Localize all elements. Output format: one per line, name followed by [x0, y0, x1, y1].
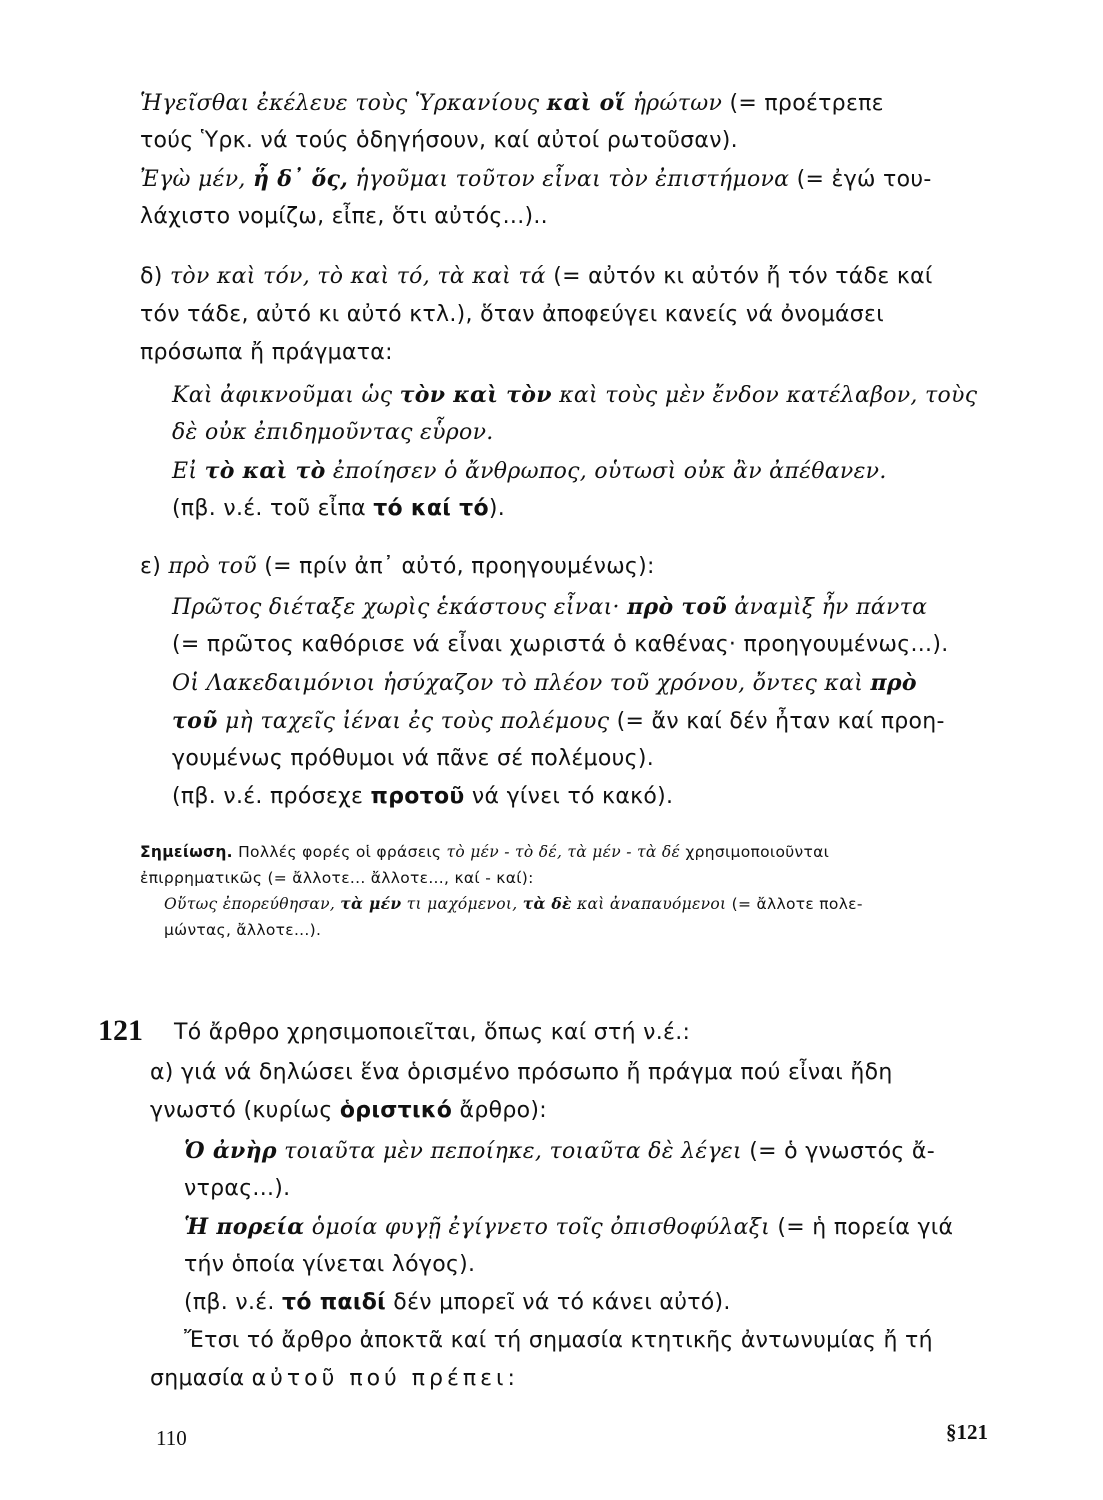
text-line — [172, 630, 949, 660]
text-run: ἐποίησεν ὁ ἄνθρωπος, οὑτωσὶ οὐκ ἂν ἀπέθανεν. — [325, 459, 887, 484]
text-line — [140, 338, 393, 368]
text-run: (= αὐτόν κι αὐτόν ἤ τόν τάδε καί — [545, 264, 933, 289]
text-run: Σημείωση. — [140, 843, 233, 861]
text-run: λάχιστο νομίζω, εἶπε, ὅτι αὐτός...).. — [140, 204, 548, 229]
text-run: τὸν καὶ τόν, τὸ καὶ τό, τὰ καὶ τά — [169, 264, 546, 289]
page-number: 110 — [156, 1426, 187, 1450]
text-run: καὶ τοὺς μὲν ἔνδον κατέλαβον, τοὺς — [551, 383, 978, 408]
text-run: α) γιά νά δηλώσει ἕνα ὁρισμένο πρόσωπο ἤ πράγμα πού εἶναι ἤδη — [150, 1060, 893, 1085]
text-run: τὸ μέν - τὸ δέ, τὰ μέν - τὰ δέ — [446, 843, 681, 861]
text-run: ἡγοῦμαι τοῦτον εἶναι τὸν ἐπιστήμονα — [348, 167, 797, 192]
text-run: Ὁ ἀνὴρ — [184, 1138, 277, 1164]
text-run: (= ἄν καί δέν ἦταν καί προη- — [616, 709, 945, 734]
text-line — [184, 1212, 953, 1243]
text-run: ὁριστικό — [339, 1098, 453, 1123]
text-line — [140, 202, 548, 232]
text-run: προτοῦ — [370, 784, 465, 809]
section-number: 121 — [98, 1014, 143, 1047]
note-line — [140, 840, 829, 864]
text-run: τοιαῦτα μὲν πεποίηκε, τοιαῦτα δὲ λέγει — [276, 1139, 750, 1164]
text-run: τοῦ — [172, 708, 218, 734]
text-run: τὰ μέν — [340, 894, 402, 913]
text-run: δ) — [140, 264, 170, 289]
text-line — [172, 456, 887, 487]
text-line — [150, 1096, 547, 1126]
text-run: (πβ. ν.έ. πρόσεχε — [172, 784, 371, 809]
text-run: Καὶ ἀφικνοῦμαι ὡς — [172, 383, 400, 408]
text-line — [172, 494, 505, 524]
text-run: ε) — [140, 554, 169, 579]
text-run: Πολλές φορές οἱ φράσεις — [232, 843, 447, 861]
text-run: τόν τάδε, αὐτό κι αὐτό κτλ.), ὅταν ἀποφεύγει κανείς νά ὀνομάσει — [140, 302, 884, 327]
text-run: γνωστό (κυρίως — [150, 1098, 340, 1123]
text-line — [184, 1288, 731, 1318]
section-reference: §121 — [946, 1420, 988, 1444]
text-run: Ἔτσι τό ἄρθρο ἀποκτᾶ καί τή σημασία κτητικῆς ἀντωνυμίας ἤ τή — [184, 1328, 933, 1353]
text-run: νά γίνει τό κακό). — [464, 784, 674, 809]
text-line — [184, 1326, 933, 1356]
text-run: Ἡ πορεία — [184, 1214, 305, 1240]
text-run: Τό ἄρθρο χρησιμοποιεῖται, ὅπως καί στή ν.έ.: — [174, 1020, 691, 1045]
note-line — [164, 892, 863, 916]
text-run: καὶ οἵ — [546, 90, 626, 116]
text-run: ἀναμὶξ ἦν πάντα — [727, 595, 928, 620]
text-run: ἦ δ᾽ ὅς, — [253, 166, 349, 192]
text-run: Οἱ Λακεδαιμόνιοι ἡσύχαζον τὸ πλέον τοῦ χρόνου, ὄντες καὶ — [172, 671, 871, 696]
text-line — [172, 380, 977, 411]
text-line — [172, 782, 673, 812]
text-line — [140, 552, 655, 582]
text-run: Εἰ — [172, 459, 205, 484]
text-run: ντρας...). — [184, 1176, 291, 1201]
text-line — [174, 1018, 690, 1048]
text-line — [140, 126, 738, 156]
text-run: τὰ δὲ — [522, 894, 572, 913]
text-run: τὸ καὶ τὸ — [204, 458, 326, 484]
text-line — [184, 1136, 935, 1167]
text-run: τούς Ὑρκ. νά τούς ὁδηγήσουν, καί αὐτοί ρωτοῦσαν). — [140, 128, 738, 153]
text-run: τήν ὁποία γίνεται λόγος). — [184, 1252, 476, 1277]
text-run: (= πρῶτος καθόρισε νά εἶναι χωριστά ὁ καθένας· προηγουμένως...). — [172, 632, 949, 657]
text-run: (= πρίν ἀπ᾽ αὐτό, προηγουμένως): — [256, 554, 655, 579]
text-run: πρὸ — [870, 670, 917, 696]
text-line — [184, 1174, 290, 1204]
text-run: πρὸ τοῦ — [627, 594, 728, 620]
text-run: δέν μπορεῖ νά τό κάνει αὐτό). — [386, 1290, 731, 1315]
text-line — [172, 418, 494, 448]
text-run: Πρῶτος διέταξε χωρὶς ἑκάστους εἶναι· — [172, 595, 628, 620]
text-run: τό παιδί — [282, 1290, 387, 1315]
text-run: Ἐγὼ μέν, — [140, 167, 254, 192]
note-line — [164, 918, 321, 942]
note-line — [140, 866, 534, 890]
text-run: καὶ ἀναπαυόμενοι — [571, 895, 732, 913]
text-run: τὸν καὶ τὸν — [399, 382, 552, 408]
text-run: δὲ οὐκ ἐπιδημοῦντας εὗρον. — [172, 420, 494, 445]
text-line — [172, 668, 917, 699]
text-run: τό καί τό — [373, 496, 489, 521]
text-line — [140, 164, 932, 195]
text-run: πρὸ τοῦ — [168, 554, 257, 579]
text-run: ὁμοία φυγῇ ἐγίγνετο τοῖς ὀπισθοφύλαξι — [304, 1215, 778, 1240]
text-line — [172, 592, 927, 623]
text-run: γουμένως πρόθυμοι νά πᾶνε σέ πολέμους). — [172, 746, 654, 771]
text-run: ἄρθρο): — [452, 1098, 547, 1123]
text-run: πρόσωπα ἤ πράγματα: — [140, 340, 393, 365]
text-run: (= προέτρεπε — [729, 91, 884, 116]
text-run: χρησιμοποιοῦνται — [680, 843, 830, 861]
text-run: αὐτοῦ πού πρέπει: — [251, 1366, 519, 1391]
text-line — [140, 300, 884, 330]
text-line — [172, 706, 945, 737]
text-run: ἡρώτων — [625, 91, 730, 116]
text-line — [172, 744, 654, 774]
text-run: τι μαχόμενοι, — [401, 895, 523, 913]
text-run: (= ἡ πορεία γιά — [777, 1215, 954, 1240]
text-line — [184, 1250, 475, 1280]
text-line — [150, 1058, 893, 1088]
text-run: Οὕτως ἐπορεύθησαν, — [164, 895, 341, 913]
text-run: (πβ. ν.έ. τοῦ εἶπα — [172, 496, 374, 521]
text-run: (= ἐγώ του- — [796, 167, 932, 192]
text-run: ). — [488, 496, 506, 521]
text-run: (= ἄλλοτε πολε- — [731, 895, 863, 913]
text-line — [140, 88, 884, 119]
text-run: μὴ ταχεῖς ἰέναι ἐς τοὺς πολέμους — [217, 709, 617, 734]
text-run: ἐπιρρηματικῶς (= ἄλλοτε... ἄλλοτε..., καί - καί): — [140, 869, 534, 887]
text-run: μώντας, ἄλλοτε...). — [164, 921, 322, 939]
text-run: (= ὁ γνωστός ἄ- — [749, 1139, 935, 1164]
text-run: σημασία — [150, 1366, 252, 1391]
text-run: Ἡγεῖσθαι ἐκέλευε τοὺς Ὑρκανίους — [140, 91, 547, 116]
text-line — [140, 262, 933, 292]
text-run: (πβ. ν.έ. — [184, 1290, 283, 1315]
text-line — [150, 1364, 519, 1394]
